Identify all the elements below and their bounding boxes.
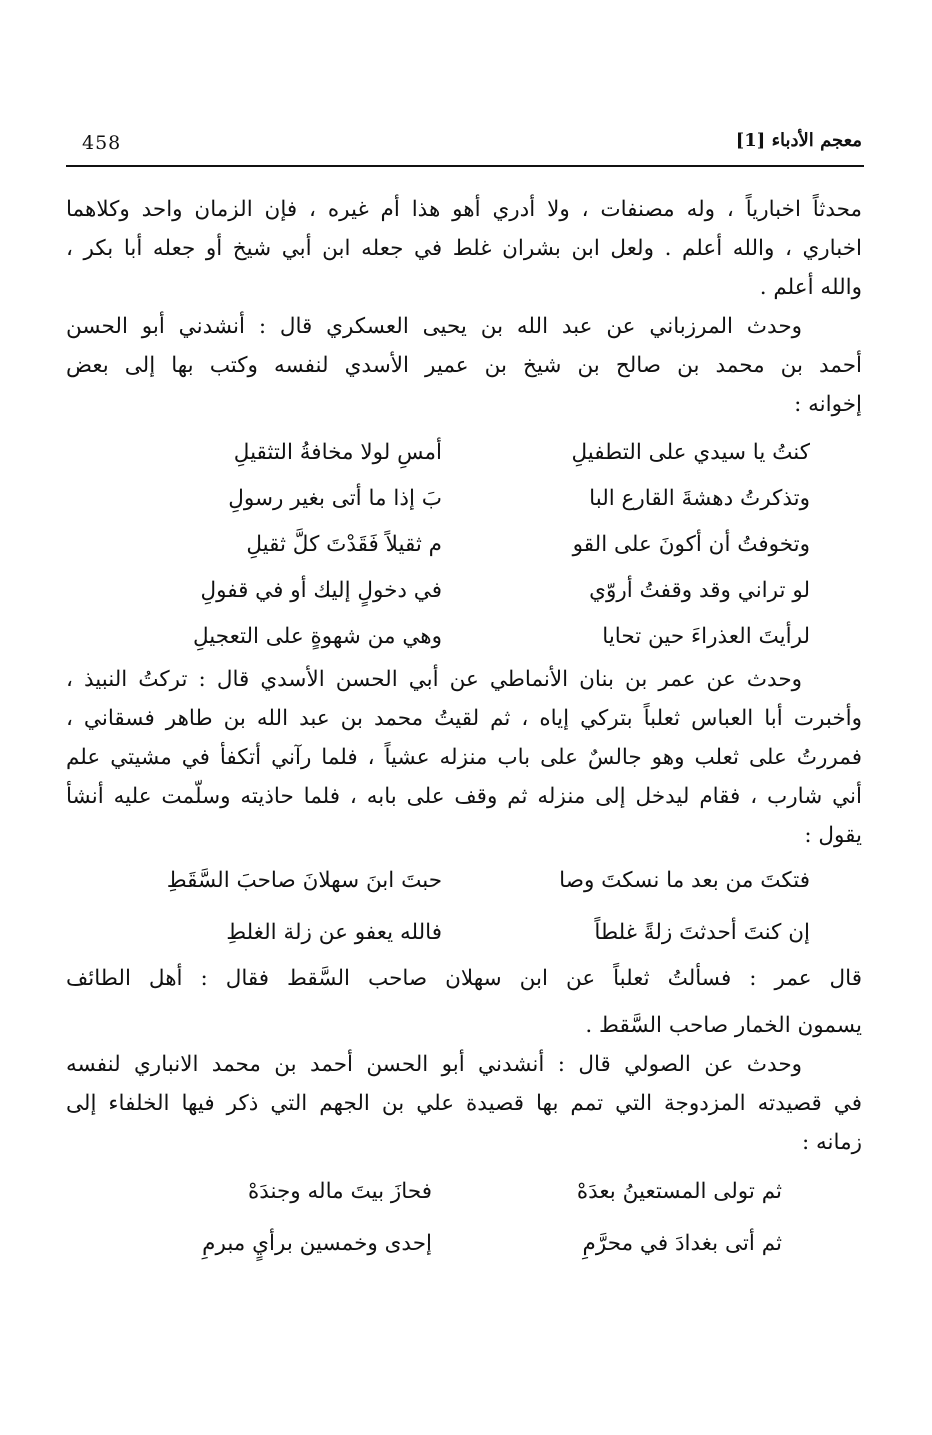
- poem-verse: [66, 568, 862, 614]
- poem-verse: [66, 1166, 862, 1218]
- text-line: يقول :: [804, 823, 862, 848]
- text-line: أني شارب ، فقام ليدخل إلى منزله ثم وقف على بابه ، فلما حاذيته وسلّمت عليه أنشأ: [66, 784, 862, 809]
- verse-first-hemistich: إن كنتَ أحدثتَ زلةً غلطاً: [594, 920, 810, 945]
- page-header: [66, 128, 862, 164]
- page-number: 458: [82, 132, 122, 154]
- text-line: في قصيدته المزدوجة التي تمم بها قصيدة علي بن الجهم التي ذكر فيها الخلفاء إلى: [66, 1091, 862, 1116]
- verse-second-hemistich: في دخولٍ إليك أو في قفولِ: [200, 578, 442, 603]
- verse-first-hemistich: كنتُ يا سيدي على التطفيلِ: [571, 440, 810, 465]
- poem-verse: [66, 855, 862, 907]
- poem-verse: [66, 430, 862, 476]
- poem-verse: [66, 522, 862, 568]
- verse-second-hemistich: فالله يعفو عن زلة الغلطِ: [226, 920, 442, 945]
- text-line: وحدث عن عمر بن بنان الأنماطي عن أبي الحسن الأسدي قال : تركتُ النبيذ ،: [66, 667, 802, 692]
- verse-first-hemistich: ثم تولى المستعينُ بعدَهْ: [576, 1179, 782, 1204]
- verse-second-hemistich: فحازَ بيتَ ماله وجندَهْ: [247, 1179, 432, 1204]
- text-line: قال عمر : فسألتُ ثعلباً عن ابن سهلان صاحب السَّقط فقال : أهل الطائف: [66, 966, 862, 991]
- verse-first-hemistich: وتخوفتُ أن أكونَ على القو: [572, 532, 810, 557]
- text-line: اخباري ، والله أعلم . ولعل ابن بشران غلط في جعله ابن أبي شيخ أو جعله أبا بكر ،: [66, 236, 862, 261]
- text-line: والله أعلم .: [759, 275, 862, 300]
- text-line: زمانه :: [801, 1130, 862, 1155]
- verse-second-hemistich: أمسِ لولا مخافةُ التثقيلِ: [233, 440, 442, 465]
- verse-first-hemistich: ثم أتى بغدادَ في محرَّمِ: [582, 1231, 782, 1256]
- text-line: وحدث عن الصولي قال : أنشدني أبو الحسن أحمد بن محمد الانباري لنفسه: [66, 1052, 802, 1077]
- page-body: [66, 190, 862, 1270]
- verse-first-hemistich: فتكتَ من بعد ما نسكتَ وصا: [559, 868, 810, 893]
- poem-verse: [66, 476, 862, 522]
- verse-first-hemistich: لرأيتَ العذراءَ حين تحايا: [602, 624, 810, 649]
- text-line: أحمد بن محمد بن صالح بن شيخ بن عمير الأسدي لنفسه وكتب بها إلى بعض: [66, 353, 862, 378]
- text-line: فمررتُ على ثعلب وهو جالسٌ على باب منزله عشياً ، فلما رآني أتكفأ في مشيتي علم: [66, 745, 862, 770]
- verse-second-hemistich: بَ إذا ما أتى بغير رسولِ: [228, 486, 442, 511]
- poem-verse: [66, 1218, 862, 1270]
- verse-second-hemistich: إحدى وخمسين برأيٍ مبرمِ: [202, 1231, 432, 1256]
- text-line: وحدث المرزباني عن عبد الله بن يحيى العسكري قال : أنشدني أبو الحسن: [66, 314, 802, 339]
- verse-second-hemistich: وهي من شهوةٍ على التعجيلِ: [192, 624, 442, 649]
- poem-verse: [66, 614, 862, 660]
- verse-second-hemistich: م ثقيلاً فَقَدْتَ كلَّ ثقيلِ: [246, 532, 442, 557]
- verse-first-hemistich: لو تراني وقد وقفتُ أروّي: [589, 578, 810, 603]
- verse-second-hemistich: حبتَ ابنَ سهلانَ صاحبَ السَّقَطِ: [166, 868, 442, 893]
- poem-verse: [66, 907, 862, 959]
- verse-first-hemistich: وتذكرتُ دهشةَ القارع البا: [589, 486, 810, 511]
- text-line: وأخبرت أبا العباس ثعلباً بتركي إياه ، ثم لقيتُ محمد بن عبد الله بن طاهر فسقاني ،: [66, 706, 862, 731]
- running-title: معجم الأدباء [1]: [735, 130, 862, 151]
- text-line: إخوانه :: [794, 392, 862, 417]
- header-rule: [66, 165, 864, 167]
- text-line: محدثاً اخبارياً ، وله مصنفات ، ولا أدري أهو هذا أم غيره ، فإن الزمان واحد وكلاهما: [66, 197, 862, 222]
- text-line: يسمون الخمار صاحب السَّقط .: [585, 1013, 862, 1038]
